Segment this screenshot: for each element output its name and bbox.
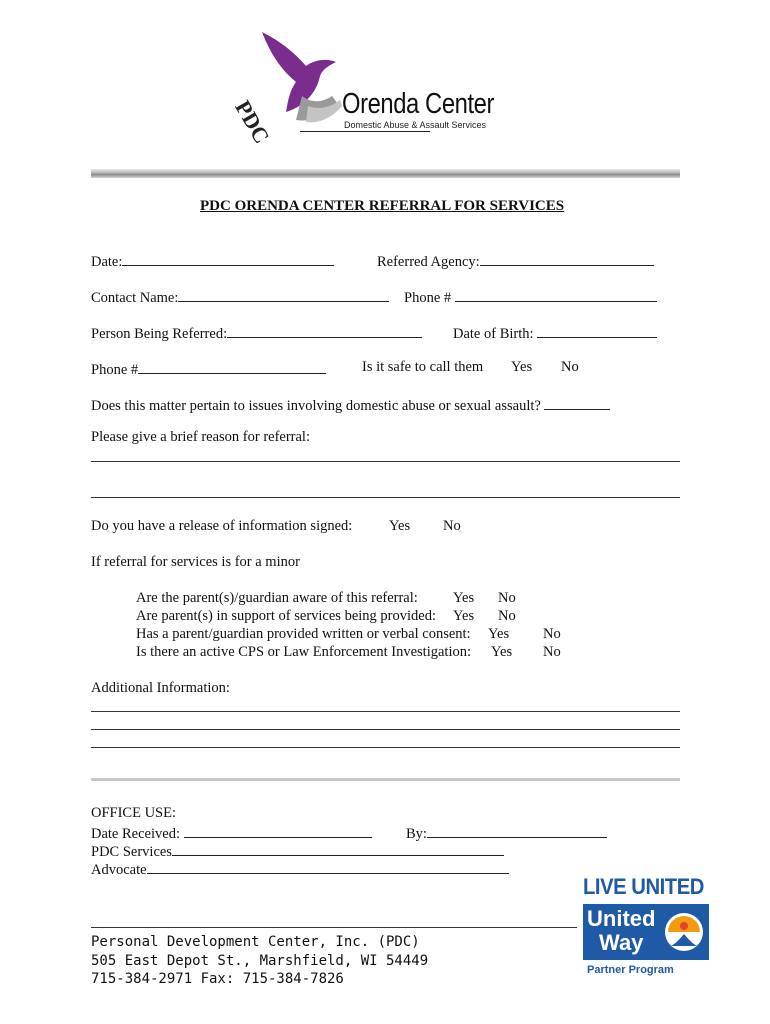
phone-field-1[interactable]	[404, 287, 657, 307]
advocate-label: Advocate	[91, 862, 147, 878]
date-received-label: Date Received:	[91, 826, 180, 842]
office-divider	[91, 778, 680, 781]
minor-item-1-no[interactable]: No	[498, 590, 516, 606]
logo	[230, 26, 494, 148]
monogram: PDC	[230, 96, 275, 148]
minor-label: If referral for services is for a minor	[91, 554, 300, 570]
united-way-logo	[583, 874, 709, 984]
minor-item-4-no[interactable]: No	[543, 644, 561, 660]
org-name: Orenda Center	[342, 88, 494, 120]
partner-program-text: Partner Program	[587, 964, 674, 976]
minor-item-2-yes[interactable]: Yes	[453, 608, 475, 624]
minor-item-2: Are parent(s) in support of services being provided:	[136, 608, 436, 624]
date-received-field[interactable]	[91, 823, 372, 843]
advocate-field[interactable]	[91, 859, 509, 879]
dob-field[interactable]	[453, 323, 657, 343]
minor-item-2-no[interactable]: No	[498, 608, 516, 624]
additional-line-1[interactable]	[91, 711, 680, 712]
pdc-services-field[interactable]	[91, 841, 504, 861]
footer-address: 505 East Depot St., Marshfield, WI 54449	[91, 953, 429, 969]
contact-name-field[interactable]	[91, 287, 389, 307]
additional-line-2[interactable]	[91, 729, 680, 730]
minor-item-3-no[interactable]: No	[543, 626, 561, 642]
referred-agency-field[interactable]	[377, 251, 654, 271]
safe-call-label: Is it safe to call them	[362, 359, 484, 375]
domestic-abuse-question[interactable]	[91, 395, 610, 415]
phone-label-2: Phone #	[91, 362, 139, 378]
additional-label: Additional Information:	[91, 680, 230, 696]
phone-field-2[interactable]	[91, 359, 326, 379]
dob-label: Date of Birth:	[453, 326, 534, 342]
org-subtitle: Domestic Abuse & Assault Services	[344, 120, 487, 130]
safe-call-yes[interactable]: Yes	[511, 359, 533, 375]
minor-item-3-yes[interactable]: Yes	[488, 626, 510, 642]
domestic-abuse-label: Does this matter pertain to issues involving domestic abuse or sexual assault?	[91, 398, 541, 414]
footer-rule	[91, 927, 577, 928]
minor-item-3: Has a parent/guardian provided written or verbal consent:	[136, 626, 471, 642]
person-referred-field[interactable]	[91, 323, 422, 343]
release-label: Do you have a release of information signed:	[91, 518, 353, 534]
phone-label-1: Phone #	[404, 290, 452, 306]
footer-phone: 715-384-2971 Fax: 715-384-7826	[91, 971, 344, 987]
reason-line-2[interactable]	[91, 497, 680, 498]
minor-item-1: Are the parent(s)/guardian aware of this referral:	[136, 590, 418, 606]
referred-agency-label: Referred Agency:	[377, 254, 480, 270]
by-field[interactable]	[406, 823, 607, 843]
united-way-box	[583, 904, 709, 960]
person-referred-label: Person Being Referred:	[91, 326, 228, 342]
date-field[interactable]	[91, 251, 334, 271]
united-way-hand-icon	[663, 910, 705, 954]
minor-item-4-yes[interactable]: Yes	[491, 644, 513, 660]
release-yes[interactable]: Yes	[389, 518, 411, 534]
reason-label: Please give a brief reason for referral:	[91, 429, 310, 445]
minor-item-4: Is there an active CPS or Law Enforcement Investigation:	[136, 644, 472, 660]
form-title: PDC ORENDA CENTER REFERRAL FOR SERVICES	[200, 198, 565, 214]
pdc-services-label: PDC Services	[91, 844, 172, 860]
office-heading: OFFICE USE:	[91, 805, 177, 821]
footer-org: Personal Development Center, Inc. (PDC)	[91, 934, 420, 950]
header-rule	[91, 169, 680, 178]
additional-line-3[interactable]	[91, 747, 680, 748]
live-united-text: LIVE UNITED	[583, 874, 704, 899]
date-label: Date:	[91, 254, 123, 270]
by-label: By:	[406, 826, 427, 842]
contact-name-label: Contact Name:	[91, 290, 179, 306]
reason-line-1[interactable]	[91, 461, 680, 462]
united-way-name-1: United	[587, 906, 656, 931]
release-no[interactable]: No	[443, 518, 461, 534]
safe-call-no[interactable]: No	[561, 359, 579, 375]
minor-item-1-yes[interactable]: Yes	[453, 590, 475, 606]
united-way-name-2: Way	[599, 930, 644, 955]
org-subtitle-rule	[300, 131, 430, 132]
